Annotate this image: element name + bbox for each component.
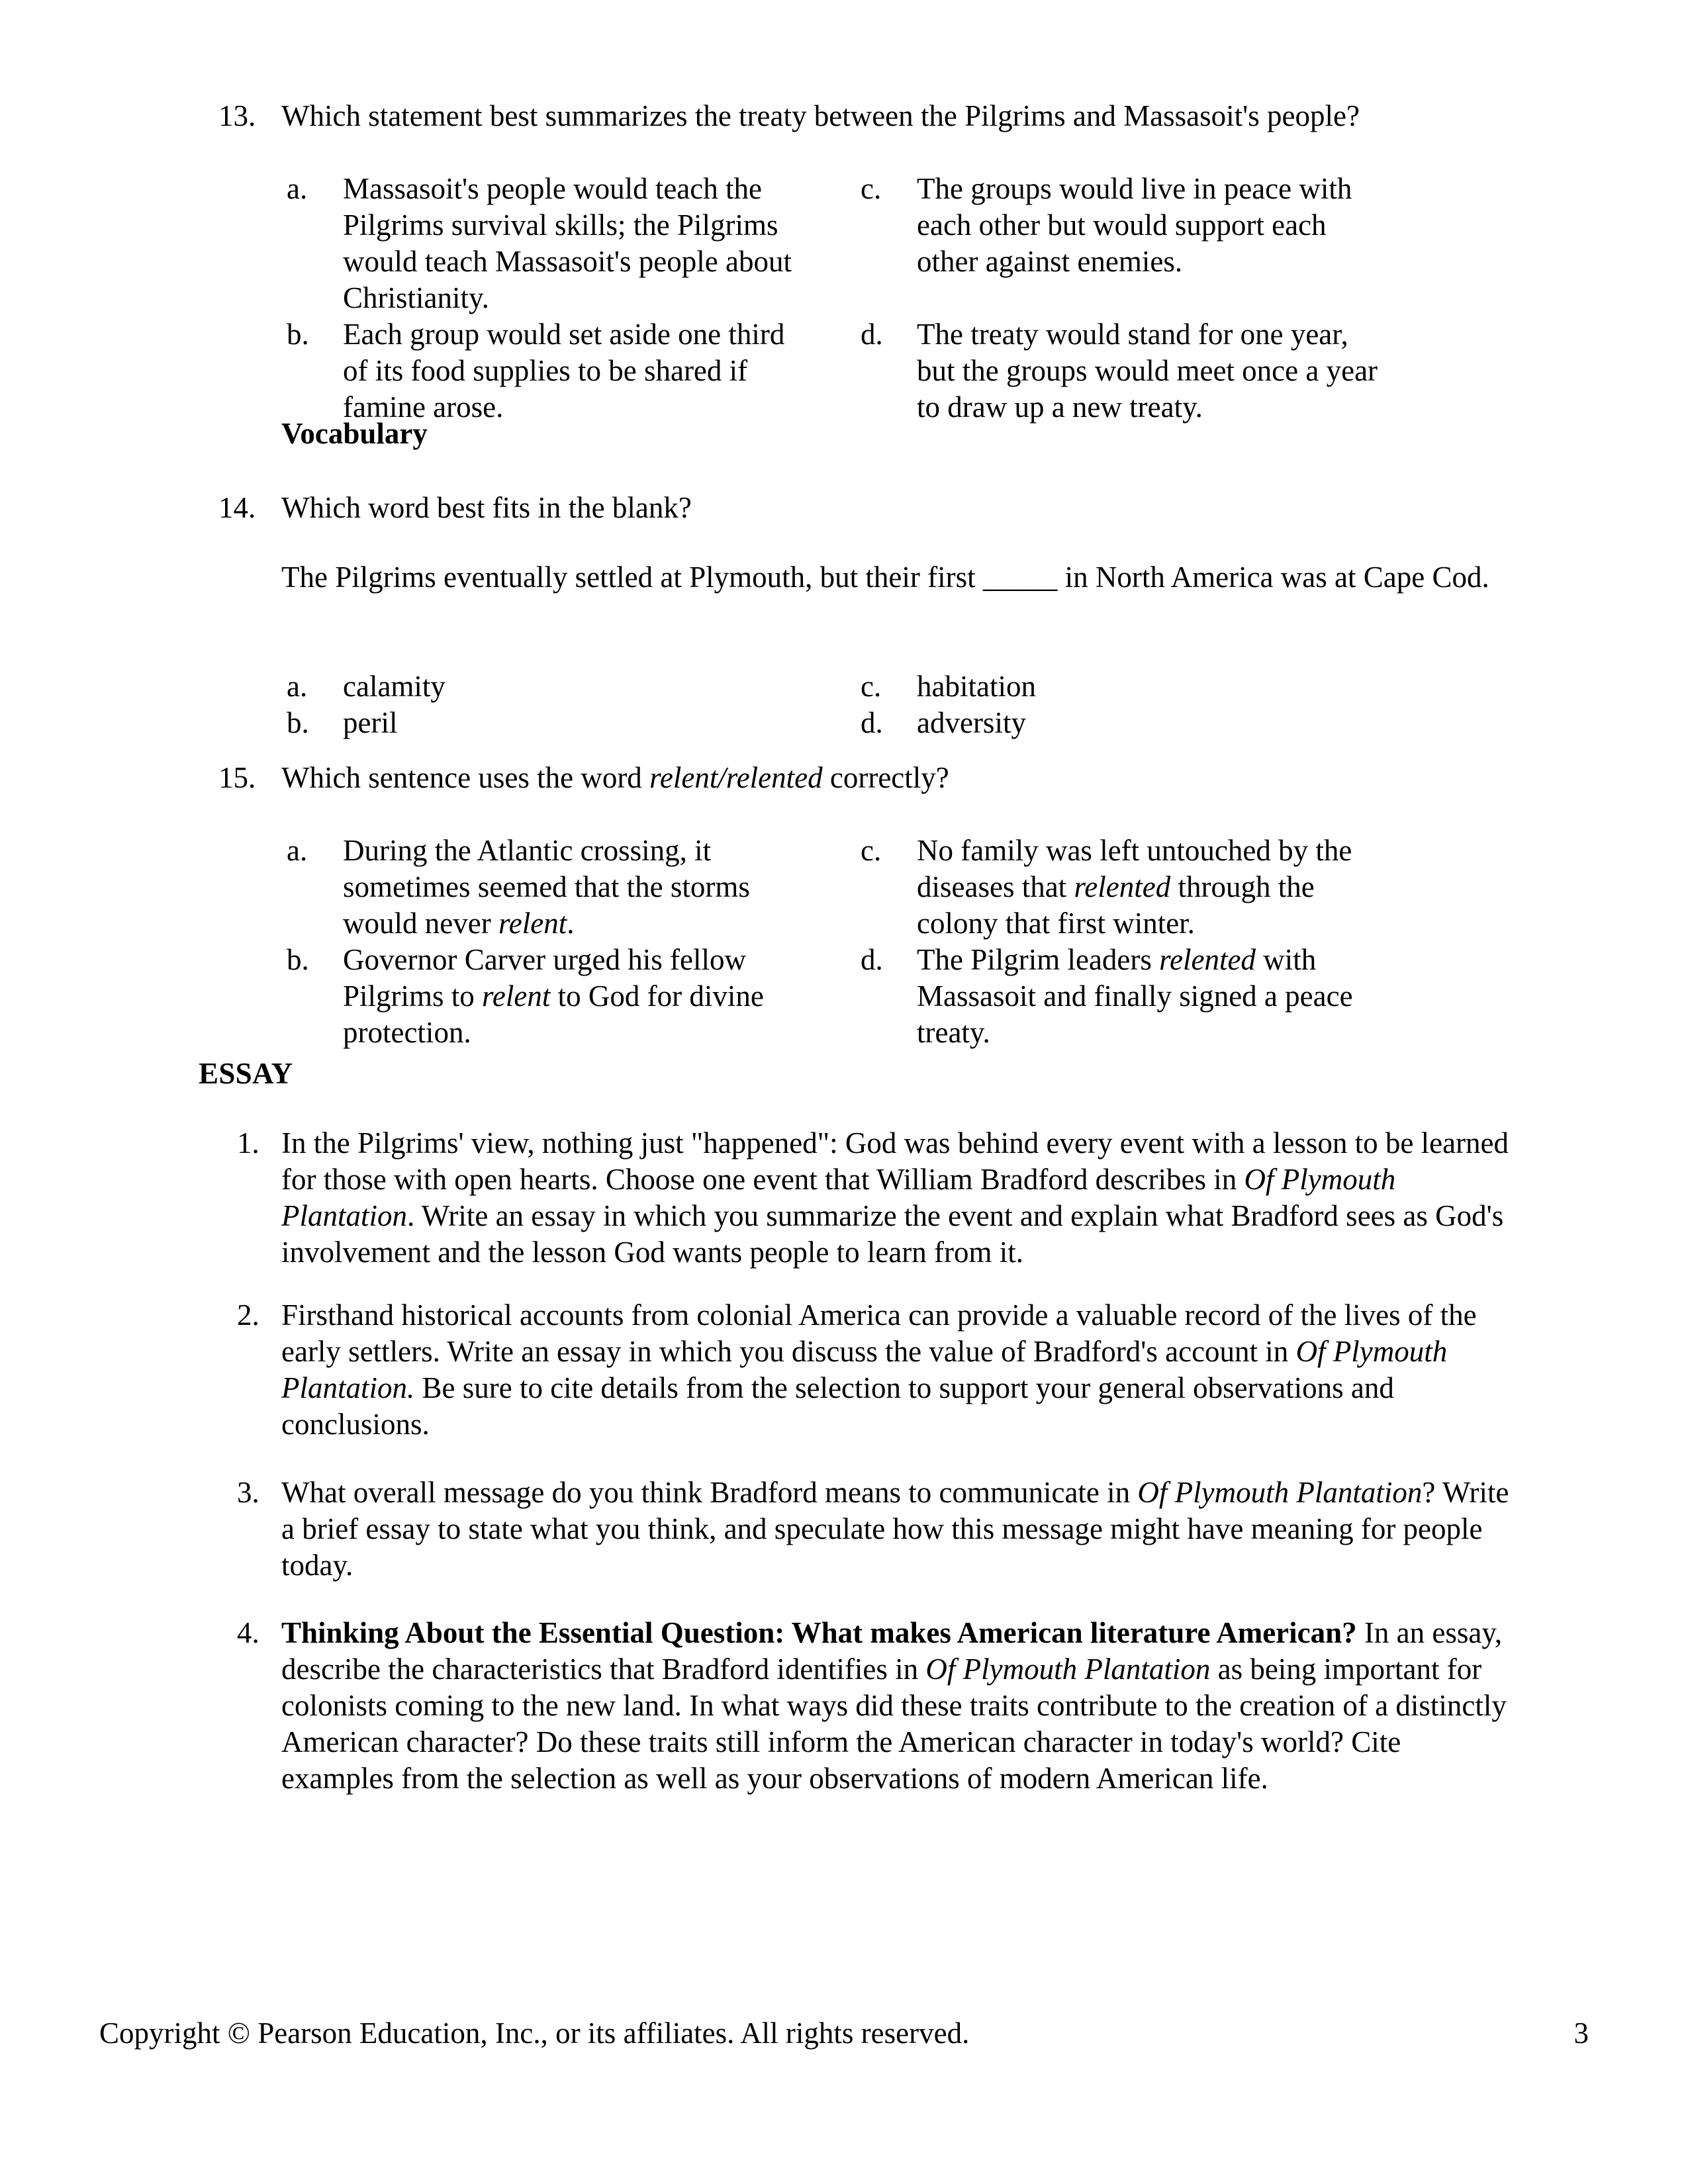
question-15-option-c[interactable] <box>861 833 1390 942</box>
option-d-text: adversity <box>917 706 1026 739</box>
option-b-part-one: Governor Carver urged his fellow Pilgrims to <box>343 943 746 1013</box>
option-letter-b: b. <box>287 318 309 351</box>
essay-item-2 <box>0 1297 1688 1443</box>
question-13-option-c[interactable] <box>861 171 1390 280</box>
option-letter-c: c. <box>861 670 882 703</box>
question-14-option-c[interactable] <box>861 668 1036 705</box>
essay-3-italic-title: Of Plymouth Plantation <box>1137 1476 1423 1509</box>
copyright-notice: Copyright © Pearson Education, Inc., or its affiliates. All rights reserved. <box>99 2017 970 2050</box>
sentence-blank[interactable]: _____ <box>982 561 1058 594</box>
question-15-option-d[interactable] <box>861 942 1390 1051</box>
question-13-stem-row <box>0 98 1688 134</box>
option-d-text: The treaty would stand for one year, but the groups would meet once a year to draw up a new treaty. <box>917 318 1378 424</box>
essay-item-1-number: 1. <box>237 1126 259 1160</box>
essay-item-2-number: 2. <box>237 1298 259 1332</box>
essay-item-1 <box>0 1125 1688 1271</box>
essay-4-bold-lead: Thinking About the Essential Question: What makes American literature American? <box>281 1616 1357 1649</box>
option-letter-b: b. <box>287 943 309 976</box>
option-letter-a: a. <box>287 172 308 205</box>
question-14 <box>0 490 1688 526</box>
essay-2-part-one: Firsthand historical accounts from colonial America can provide a valuable record of the lives of the early settlers. Write an essay in which you discuss the value of Bradford's account in <box>281 1298 1477 1368</box>
essay-2-part-two: Be sure to cite details from the selection to support your general observations and conclusions. <box>281 1371 1394 1441</box>
option-b-italic: relent <box>482 979 551 1013</box>
option-letter-c: c. <box>861 834 882 867</box>
question-15-option-a[interactable] <box>287 833 803 942</box>
essay-2-italic-title: Of Plymouth Plantation. <box>281 1335 1448 1404</box>
question-15-stem-part-two: correctly? <box>822 761 949 794</box>
option-letter-d: d. <box>861 943 883 976</box>
option-c-text <box>861 833 1390 942</box>
option-a-text: Massasoit's people would teach the Pilgrims survival skills; the Pilgrims would teach Massasoit's people about Christianity. <box>343 172 792 314</box>
option-d-part-one: The Pilgrim leaders <box>917 943 1160 976</box>
option-c-part-two: through the colony that first winter. <box>917 870 1315 940</box>
option-a-text <box>287 833 803 942</box>
question-14-stem-text: Which word best fits in the blank? <box>281 491 692 524</box>
option-b-text <box>287 942 803 1051</box>
essay-item-3 <box>0 1475 1688 1584</box>
essay-1-part-one: In the Pilgrims' view, nothing just "happened": God was behind every event with a lesson to be learned for those with open hearts. Choose one event that William Bradford describes in <box>281 1126 1509 1196</box>
question-15-option-b[interactable] <box>287 942 803 1051</box>
sentence-part-two: in North America was at Cape Cod. <box>1057 561 1489 594</box>
question-13-option-b[interactable] <box>287 316 803 426</box>
essay-1-italic-title: Of Plymouth Plantation <box>281 1163 1396 1232</box>
question-15-stem-italic: relent/relented <box>649 761 823 794</box>
question-15-number: 15. <box>218 761 256 794</box>
option-a-italic: relent <box>498 907 567 940</box>
option-d-italic: relented <box>1159 943 1256 976</box>
option-c-part-one: No family was left untouched by the diseases that <box>917 834 1352 903</box>
option-letter-c: c. <box>861 172 882 205</box>
option-letter-b: b. <box>287 706 309 739</box>
question-15-stem-part-one: Which sentence uses the word <box>281 761 650 794</box>
option-a-text: calamity <box>343 670 445 703</box>
page-footer <box>99 2015 1589 2052</box>
question-13-option-a[interactable] <box>287 171 803 316</box>
question-14-number: 14. <box>218 491 256 524</box>
question-14-option-d[interactable] <box>861 705 1026 741</box>
essay-4-part-one: In an essay, describe the characteristics that Bradford identifies in <box>281 1616 1503 1686</box>
option-d-text <box>861 942 1390 1051</box>
vocabulary-heading: Vocabulary <box>281 417 428 450</box>
page-number: 3 <box>1573 2017 1589 2050</box>
essay-3-part-one: What overall message do you think Bradford means to communicate in <box>281 1476 1138 1509</box>
option-d-part-two: with Massasoit and finally signed a peace treaty. <box>917 943 1353 1049</box>
essay-item-4 <box>0 1615 1688 1797</box>
option-letter-d: d. <box>861 706 883 739</box>
option-b-part-two: to God for divine protection. <box>343 979 764 1049</box>
question-13-option-d[interactable] <box>861 316 1390 426</box>
question-14-fill-in-sentence <box>281 559 1509 596</box>
option-c-italic: relented <box>1074 870 1171 903</box>
essay-item-4-number: 4. <box>237 1616 259 1649</box>
question-13-stem-text: Which statement best summarizes the treaty between the Pilgrims and Massasoit's people? <box>281 99 1360 132</box>
essay-3-part-two: ? Write a brief essay to state what you think, and speculate how this message might have meaning for people today. <box>281 1476 1509 1582</box>
option-letter-a: a. <box>287 834 308 867</box>
question-13-number: 13. <box>218 99 256 132</box>
essay-item-3-number: 3. <box>237 1476 259 1509</box>
option-letter-a: a. <box>287 670 308 703</box>
question-14-option-a[interactable] <box>287 668 445 705</box>
essay-4-part-two: as being important for colonists coming to the new land. In what ways did these traits contribute to the creation of a distinctly American character? Do these traits still inform the American character in today's world? Cite examples from the selection as well as your observations of modern American life. <box>281 1653 1507 1795</box>
question-13-options <box>0 134 1688 424</box>
question-15-options <box>0 796 1688 1049</box>
sentence-part-one: The Pilgrims eventually settled at Plymouth, but their first <box>281 561 983 594</box>
essay-4-italic-title: Of Plymouth Plantation <box>925 1653 1211 1686</box>
essay-section-heading: ESSAY <box>199 1057 293 1090</box>
option-letter-d: d. <box>861 318 883 351</box>
option-a-part-one: During the Atlantic crossing, it sometimes seemed that the storms would never <box>343 834 750 940</box>
question-14-stem-row <box>0 490 1688 526</box>
option-a-part-two: . <box>567 907 575 940</box>
question-13 <box>0 98 1688 424</box>
essay-1-part-two: . Write an essay in which you summarize the event and explain what Bradford sees as God's involvement and the lesson God wants people to learn from it. <box>281 1199 1504 1269</box>
option-c-text: habitation <box>917 670 1036 703</box>
option-b-text: peril <box>343 706 398 739</box>
question-15-stem-row <box>0 760 1688 796</box>
option-c-text: The groups would live in peace with each other but would support each other against enemies. <box>917 172 1352 278</box>
option-b-text: Each group would set aside one third of its food supplies to be shared if famine arose. <box>343 318 785 424</box>
question-15 <box>0 760 1688 1049</box>
question-14-option-b[interactable] <box>287 705 397 741</box>
